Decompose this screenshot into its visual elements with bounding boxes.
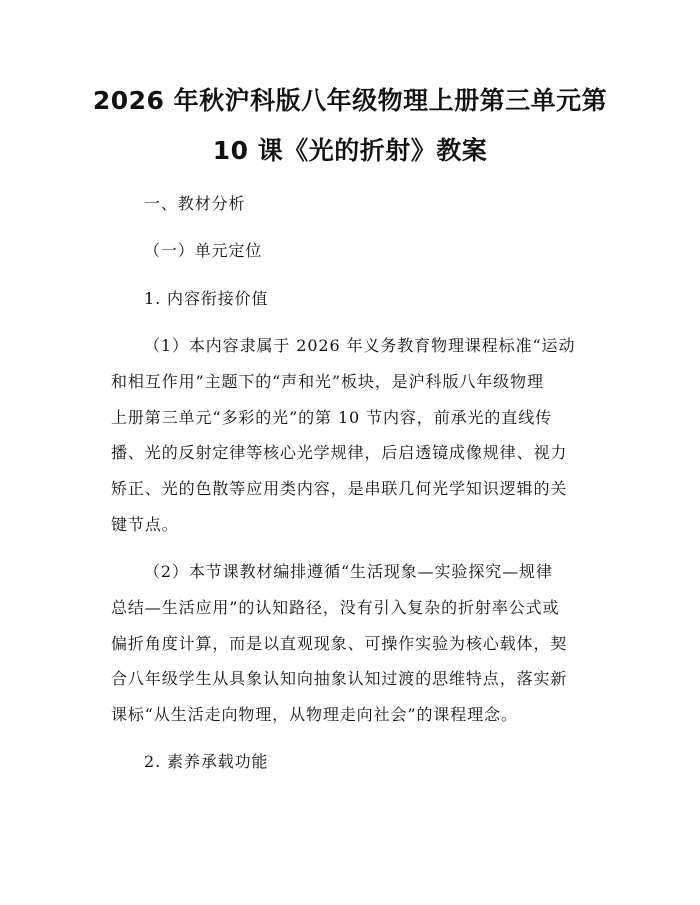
paragraph-1-line: 和相互作用”主题下的“声和光”板块，是沪科版八年级物理: [111, 372, 544, 391]
paragraph-2-line: 课标“从生活走向物理，从物理走向社会”的课程理念。: [111, 705, 518, 724]
paragraph-2-line: （2）本节课教材编排遵循“生活现象—实验探究—规律: [144, 562, 553, 581]
paragraph-1-line: （1）本内容隶属于 2026 年义务教育物理课程标准“运动: [144, 336, 576, 355]
paragraph-1-line: 播、光的反射定律等核心光学规律，后启透镜成像规律、视力: [111, 443, 568, 462]
document-title-line-2: 10 课《光的折射》教案: [212, 136, 488, 165]
document-title-line-1: 2026 年秋沪科版八年级物理上册第三单元第: [92, 86, 608, 115]
paragraph-1-line: 矫正、光的色散等应用类内容，是串联几何光学知识逻辑的关: [111, 479, 568, 498]
item-heading-2: 2. 素养承载功能: [144, 752, 269, 771]
paragraph-2-line: 偏折角度计算，而是以直观现象、可操作实验为核心载体，契: [111, 634, 568, 653]
paragraph-1-line: 上册第三单元“多彩的光”的第 10 节内容，前承光的直线传: [111, 408, 552, 427]
section-heading: 一、教材分析: [144, 194, 246, 213]
paragraph-2-line: 总结—生活应用”的认知路径，没有引入复杂的折射率公式或: [111, 598, 560, 617]
subsection-heading: （一）单元定位: [144, 241, 263, 260]
item-heading-1: 1. 内容衔接价值: [144, 289, 269, 308]
paragraph-1-line: 键节点。: [111, 515, 179, 534]
paragraph-2-line: 合八年级学生从具象认知向抽象认知过渡的思维特点，落实新: [111, 669, 568, 688]
